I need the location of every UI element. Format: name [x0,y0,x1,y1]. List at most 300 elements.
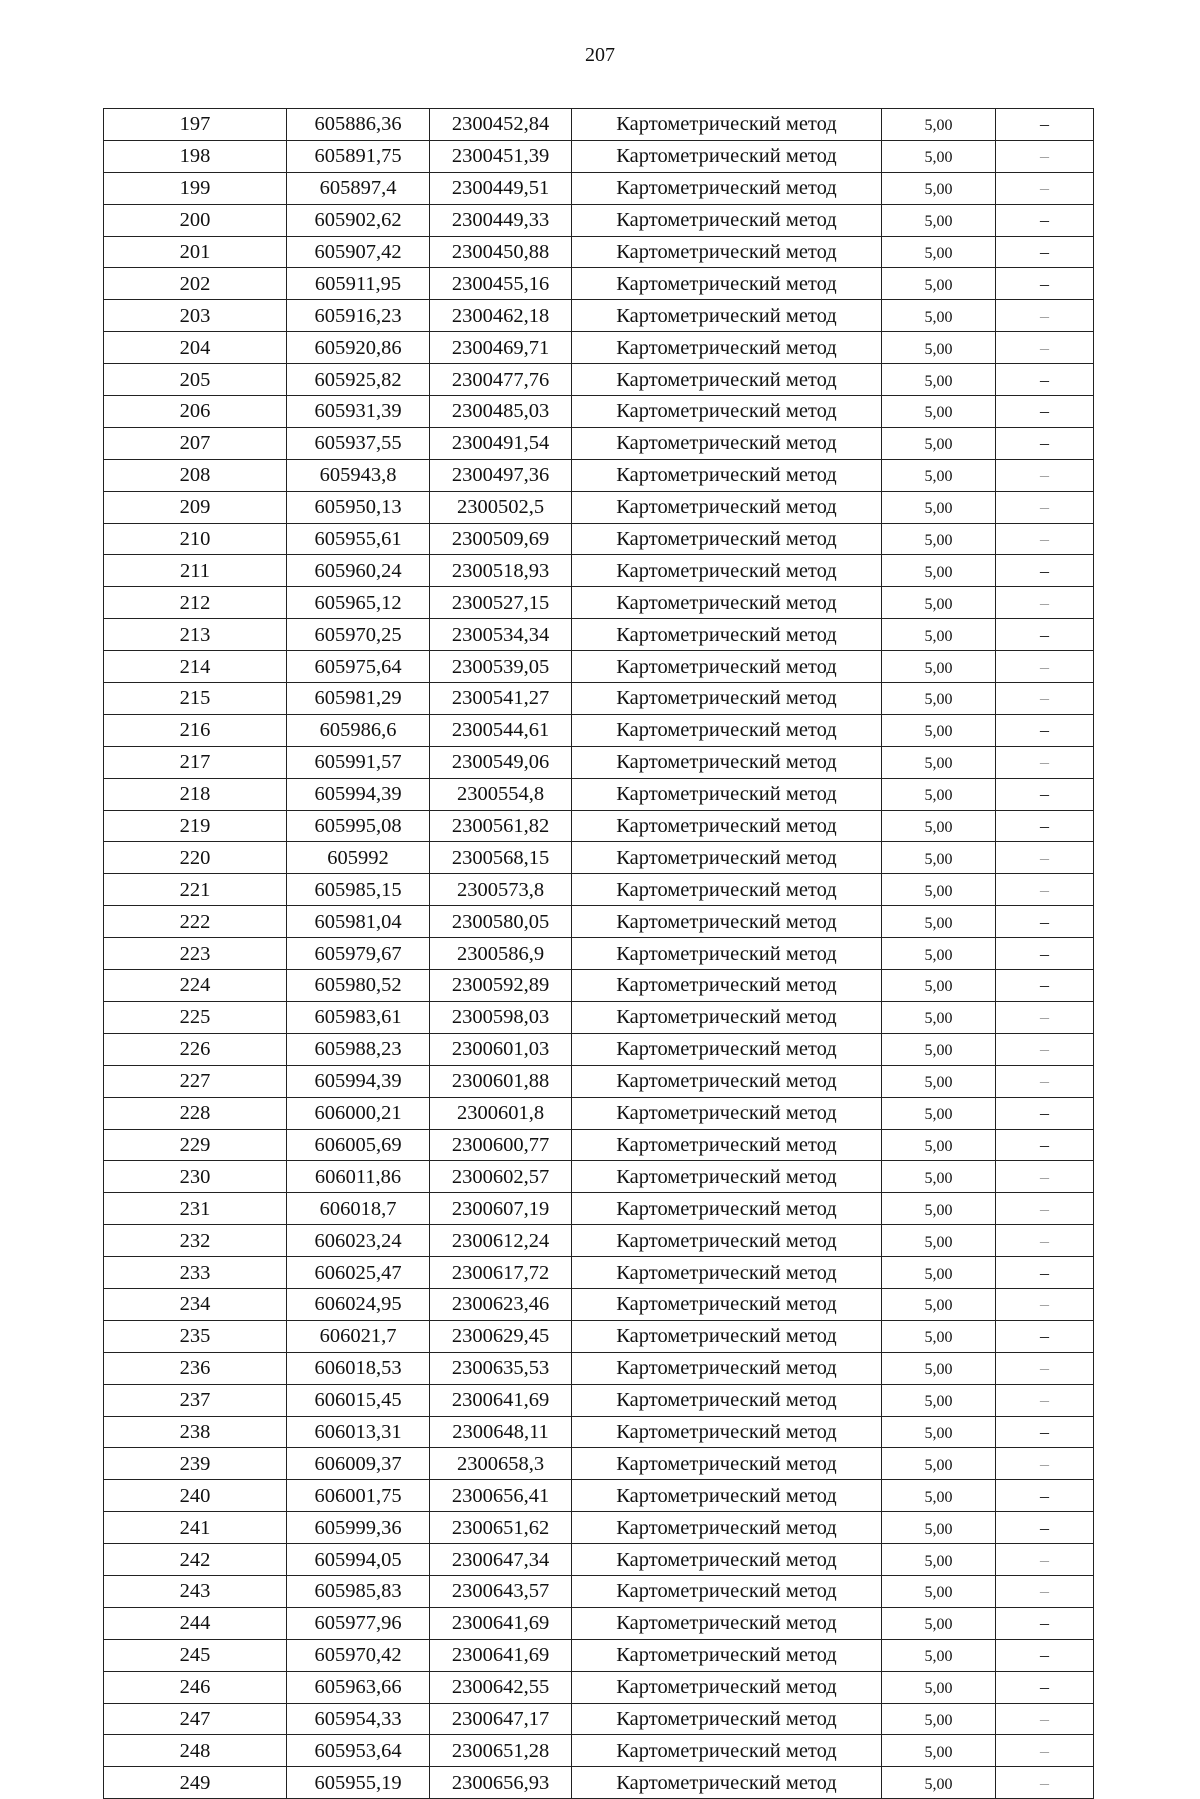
x-coordinate-cell: 605992 [287,842,430,874]
y-coordinate-cell: 2300641,69 [430,1384,572,1416]
x-coordinate-cell: 605937,55 [287,427,430,459]
note-cell: – [996,1288,1094,1320]
method-cell: Картометрический метод [572,1735,882,1767]
accuracy-cell: 5,00 [882,1129,996,1161]
point-number-cell: 242 [104,1544,287,1576]
note-cell: – [996,778,1094,810]
point-number-cell: 213 [104,619,287,651]
accuracy-cell: 5,00 [882,619,996,651]
x-coordinate-cell: 605994,05 [287,1544,430,1576]
x-coordinate-cell: 605920,86 [287,332,430,364]
x-coordinate-cell: 605907,42 [287,236,430,268]
x-coordinate-cell: 605891,75 [287,140,430,172]
x-coordinate-cell: 605981,04 [287,906,430,938]
method-cell: Картометрический метод [572,1257,882,1289]
method-cell: Картометрический метод [572,906,882,938]
note-cell: – [996,491,1094,523]
accuracy-cell: 5,00 [882,1544,996,1576]
coordinates-table-body [104,109,1094,1799]
table-row [104,842,1094,874]
method-cell: Картометрический метод [572,364,882,396]
y-coordinate-cell: 2300534,34 [430,619,572,651]
y-coordinate-cell: 2300629,45 [430,1320,572,1352]
note-cell: – [996,1033,1094,1065]
x-coordinate-cell: 606023,24 [287,1225,430,1257]
method-cell: Картометрический метод [572,938,882,970]
x-coordinate-cell: 605999,36 [287,1512,430,1544]
y-coordinate-cell: 2300641,69 [430,1639,572,1671]
accuracy-cell: 5,00 [882,172,996,204]
point-number-cell: 214 [104,651,287,683]
x-coordinate-cell: 605943,8 [287,459,430,491]
accuracy-cell: 5,00 [882,938,996,970]
method-cell: Картометрический метод [572,810,882,842]
note-cell: – [996,651,1094,683]
x-coordinate-cell: 605986,6 [287,714,430,746]
y-coordinate-cell: 2300544,61 [430,714,572,746]
note-cell: – [996,1257,1094,1289]
accuracy-cell: 5,00 [882,714,996,746]
x-coordinate-cell: 605970,42 [287,1639,430,1671]
table-row [104,204,1094,236]
accuracy-cell: 5,00 [882,810,996,842]
x-coordinate-cell: 606013,31 [287,1416,430,1448]
method-cell: Картометрический метод [572,396,882,428]
table-row [104,459,1094,491]
point-number-cell: 205 [104,364,287,396]
note-cell: – [996,300,1094,332]
accuracy-cell: 5,00 [882,651,996,683]
y-coordinate-cell: 2300641,69 [430,1607,572,1639]
y-coordinate-cell: 2300450,88 [430,236,572,268]
table-row [104,364,1094,396]
y-coordinate-cell: 2300617,72 [430,1257,572,1289]
y-coordinate-cell: 2300635,53 [430,1352,572,1384]
method-cell: Картометрический метод [572,300,882,332]
y-coordinate-cell: 2300518,93 [430,555,572,587]
note-cell: – [996,1639,1094,1671]
method-cell: Картометрический метод [572,1607,882,1639]
point-number-cell: 233 [104,1257,287,1289]
point-number-cell: 224 [104,970,287,1002]
table-row [104,140,1094,172]
point-number-cell: 247 [104,1703,287,1735]
method-cell: Картометрический метод [572,651,882,683]
y-coordinate-cell: 2300509,69 [430,523,572,555]
accuracy-cell: 5,00 [882,587,996,619]
x-coordinate-cell: 605975,64 [287,651,430,683]
table-row [104,1001,1094,1033]
point-number-cell: 217 [104,746,287,778]
note-cell: – [996,172,1094,204]
accuracy-cell: 5,00 [882,1703,996,1735]
method-cell: Картометрический метод [572,491,882,523]
y-coordinate-cell: 2300491,54 [430,427,572,459]
note-cell: – [996,970,1094,1002]
table-row [104,714,1094,746]
point-number-cell: 240 [104,1480,287,1512]
table-row [104,300,1094,332]
accuracy-cell: 5,00 [882,1320,996,1352]
point-number-cell: 215 [104,683,287,715]
x-coordinate-cell: 606000,21 [287,1097,430,1129]
method-cell: Картометрический метод [572,1575,882,1607]
note-cell: – [996,1575,1094,1607]
table-row [104,810,1094,842]
point-number-cell: 210 [104,523,287,555]
method-cell: Картометрический метод [572,1480,882,1512]
method-cell: Картометрический метод [572,459,882,491]
note-cell: – [996,1448,1094,1480]
table-row [104,1575,1094,1607]
x-coordinate-cell: 605979,67 [287,938,430,970]
x-coordinate-cell: 606021,7 [287,1320,430,1352]
accuracy-cell: 5,00 [882,1384,996,1416]
table-row [104,1416,1094,1448]
method-cell: Картометрический метод [572,619,882,651]
table-row [104,109,1094,141]
point-number-cell: 227 [104,1065,287,1097]
accuracy-cell: 5,00 [882,1575,996,1607]
note-cell: – [996,938,1094,970]
coordinates-table [103,108,1094,1799]
point-number-cell: 220 [104,842,287,874]
note-cell: – [996,1703,1094,1735]
table-row [104,396,1094,428]
table-row [104,172,1094,204]
x-coordinate-cell: 606018,7 [287,1193,430,1225]
point-number-cell: 238 [104,1416,287,1448]
note-cell: – [996,587,1094,619]
table-row [104,938,1094,970]
x-coordinate-cell: 605977,96 [287,1607,430,1639]
x-coordinate-cell: 605916,23 [287,300,430,332]
note-cell: – [996,874,1094,906]
table-row [104,491,1094,523]
table-row [104,874,1094,906]
point-number-cell: 244 [104,1607,287,1639]
method-cell: Картометрический метод [572,332,882,364]
point-number-cell: 229 [104,1129,287,1161]
note-cell: – [996,236,1094,268]
table-row [104,1512,1094,1544]
point-number-cell: 239 [104,1448,287,1480]
y-coordinate-cell: 2300527,15 [430,587,572,619]
method-cell: Картометрический метод [572,1416,882,1448]
note-cell: – [996,1193,1094,1225]
note-cell: – [996,109,1094,141]
x-coordinate-cell: 605981,29 [287,683,430,715]
method-cell: Картометрический метод [572,1320,882,1352]
table-row [104,1288,1094,1320]
point-number-cell: 201 [104,236,287,268]
note-cell: – [996,427,1094,459]
point-number-cell: 241 [104,1512,287,1544]
method-cell: Картометрический метод [572,1767,882,1799]
y-coordinate-cell: 2300601,03 [430,1033,572,1065]
y-coordinate-cell: 2300602,57 [430,1161,572,1193]
accuracy-cell: 5,00 [882,778,996,810]
table-row [104,651,1094,683]
accuracy-cell: 5,00 [882,1480,996,1512]
accuracy-cell: 5,00 [882,1512,996,1544]
table-row [104,1065,1094,1097]
method-cell: Картометрический метод [572,1097,882,1129]
y-coordinate-cell: 2300539,05 [430,651,572,683]
accuracy-cell: 5,00 [882,874,996,906]
method-cell: Картометрический метод [572,1065,882,1097]
note-cell: – [996,906,1094,938]
table-row [104,1544,1094,1576]
table-row [104,1161,1094,1193]
y-coordinate-cell: 2300449,33 [430,204,572,236]
method-cell: Картометрический метод [572,1671,882,1703]
point-number-cell: 236 [104,1352,287,1384]
method-cell: Картометрический метод [572,1512,882,1544]
x-coordinate-cell: 605994,39 [287,1065,430,1097]
y-coordinate-cell: 2300642,55 [430,1671,572,1703]
note-cell: – [996,1671,1094,1703]
method-cell: Картометрический метод [572,523,882,555]
method-cell: Картометрический метод [572,746,882,778]
point-number-cell: 219 [104,810,287,842]
accuracy-cell: 5,00 [882,1001,996,1033]
method-cell: Картометрический метод [572,1288,882,1320]
x-coordinate-cell: 605963,66 [287,1671,430,1703]
point-number-cell: 199 [104,172,287,204]
accuracy-cell: 5,00 [882,1033,996,1065]
table-row [104,1639,1094,1671]
x-coordinate-cell: 605985,83 [287,1575,430,1607]
y-coordinate-cell: 2300541,27 [430,683,572,715]
method-cell: Картометрический метод [572,842,882,874]
table-row [104,683,1094,715]
table-row [104,778,1094,810]
accuracy-cell: 5,00 [882,906,996,938]
accuracy-cell: 5,00 [882,140,996,172]
point-number-cell: 218 [104,778,287,810]
method-cell: Картометрический метод [572,683,882,715]
method-cell: Картометрический метод [572,1448,882,1480]
note-cell: – [996,1512,1094,1544]
point-number-cell: 200 [104,204,287,236]
note-cell: – [996,1607,1094,1639]
table-row [104,970,1094,1002]
x-coordinate-cell: 606009,37 [287,1448,430,1480]
table-row [104,1097,1094,1129]
point-number-cell: 208 [104,459,287,491]
accuracy-cell: 5,00 [882,204,996,236]
table-row [104,1703,1094,1735]
point-number-cell: 231 [104,1193,287,1225]
point-number-cell: 245 [104,1639,287,1671]
method-cell: Картометрический метод [572,970,882,1002]
point-number-cell: 212 [104,587,287,619]
method-cell: Картометрический метод [572,1639,882,1671]
point-number-cell: 243 [104,1575,287,1607]
note-cell: – [996,555,1094,587]
method-cell: Картометрический метод [572,427,882,459]
accuracy-cell: 5,00 [882,109,996,141]
x-coordinate-cell: 606011,86 [287,1161,430,1193]
y-coordinate-cell: 2300451,39 [430,140,572,172]
x-coordinate-cell: 605955,61 [287,523,430,555]
y-coordinate-cell: 2300651,28 [430,1735,572,1767]
table-row [104,1767,1094,1799]
point-number-cell: 202 [104,268,287,300]
accuracy-cell: 5,00 [882,1767,996,1799]
x-coordinate-cell: 605931,39 [287,396,430,428]
note-cell: – [996,746,1094,778]
method-cell: Картометрический метод [572,1161,882,1193]
y-coordinate-cell: 2300462,18 [430,300,572,332]
point-number-cell: 232 [104,1225,287,1257]
y-coordinate-cell: 2300580,05 [430,906,572,938]
table-row [104,1193,1094,1225]
method-cell: Картометрический метод [572,1352,882,1384]
accuracy-cell: 5,00 [882,1416,996,1448]
note-cell: – [996,140,1094,172]
accuracy-cell: 5,00 [882,683,996,715]
note-cell: – [996,1416,1094,1448]
accuracy-cell: 5,00 [882,555,996,587]
note-cell: – [996,1352,1094,1384]
point-number-cell: 209 [104,491,287,523]
x-coordinate-cell: 605955,19 [287,1767,430,1799]
method-cell: Картометрический метод [572,1544,882,1576]
note-cell: – [996,204,1094,236]
note-cell: – [996,364,1094,396]
point-number-cell: 248 [104,1735,287,1767]
x-coordinate-cell: 605925,82 [287,364,430,396]
accuracy-cell: 5,00 [882,1225,996,1257]
note-cell: – [996,1480,1094,1512]
method-cell: Картометрический метод [572,268,882,300]
y-coordinate-cell: 2300607,19 [430,1193,572,1225]
point-number-cell: 203 [104,300,287,332]
table-row [104,268,1094,300]
x-coordinate-cell: 605886,36 [287,109,430,141]
point-number-cell: 237 [104,1384,287,1416]
accuracy-cell: 5,00 [882,268,996,300]
x-coordinate-cell: 605983,61 [287,1001,430,1033]
y-coordinate-cell: 2300656,41 [430,1480,572,1512]
x-coordinate-cell: 605950,13 [287,491,430,523]
note-cell: – [996,1065,1094,1097]
y-coordinate-cell: 2300647,34 [430,1544,572,1576]
accuracy-cell: 5,00 [882,1735,996,1767]
accuracy-cell: 5,00 [882,1607,996,1639]
note-cell: – [996,1225,1094,1257]
table-row [104,1225,1094,1257]
table-row [104,236,1094,268]
table-row [104,1129,1094,1161]
point-number-cell: 204 [104,332,287,364]
x-coordinate-cell: 605995,08 [287,810,430,842]
table-row [104,1384,1094,1416]
page-number: 207 [585,44,615,66]
y-coordinate-cell: 2300647,17 [430,1703,572,1735]
x-coordinate-cell: 605902,62 [287,204,430,236]
y-coordinate-cell: 2300586,9 [430,938,572,970]
table-row [104,1607,1094,1639]
note-cell: – [996,683,1094,715]
method-cell: Картометрический метод [572,587,882,619]
note-cell: – [996,842,1094,874]
table-row [104,555,1094,587]
y-coordinate-cell: 2300648,11 [430,1416,572,1448]
y-coordinate-cell: 2300598,03 [430,1001,572,1033]
method-cell: Картометрический метод [572,1129,882,1161]
accuracy-cell: 5,00 [882,970,996,1002]
note-cell: – [996,1735,1094,1767]
x-coordinate-cell: 605953,64 [287,1735,430,1767]
accuracy-cell: 5,00 [882,1639,996,1671]
accuracy-cell: 5,00 [882,1288,996,1320]
y-coordinate-cell: 2300477,76 [430,364,572,396]
note-cell: – [996,1161,1094,1193]
x-coordinate-cell: 605980,52 [287,970,430,1002]
method-cell: Картометрический метод [572,1001,882,1033]
y-coordinate-cell: 2300449,51 [430,172,572,204]
point-number-cell: 197 [104,109,287,141]
accuracy-cell: 5,00 [882,1352,996,1384]
x-coordinate-cell: 606024,95 [287,1288,430,1320]
method-cell: Картометрический метод [572,714,882,746]
point-number-cell: 198 [104,140,287,172]
accuracy-cell: 5,00 [882,1671,996,1703]
point-number-cell: 225 [104,1001,287,1033]
x-coordinate-cell: 605970,25 [287,619,430,651]
method-cell: Картометрический метод [572,204,882,236]
table-row [104,1735,1094,1767]
y-coordinate-cell: 2300568,15 [430,842,572,874]
method-cell: Картометрический метод [572,172,882,204]
method-cell: Картометрический метод [572,236,882,268]
accuracy-cell: 5,00 [882,396,996,428]
x-coordinate-cell: 606001,75 [287,1480,430,1512]
point-number-cell: 249 [104,1767,287,1799]
point-number-cell: 226 [104,1033,287,1065]
accuracy-cell: 5,00 [882,491,996,523]
note-cell: – [996,523,1094,555]
note-cell: – [996,396,1094,428]
y-coordinate-cell: 2300554,8 [430,778,572,810]
table-row [104,427,1094,459]
point-number-cell: 211 [104,555,287,587]
table-row [104,746,1094,778]
accuracy-cell: 5,00 [882,236,996,268]
accuracy-cell: 5,00 [882,1257,996,1289]
note-cell: – [996,714,1094,746]
x-coordinate-cell: 605897,4 [287,172,430,204]
note-cell: – [996,1384,1094,1416]
method-cell: Картометрический метод [572,1225,882,1257]
y-coordinate-cell: 2300573,8 [430,874,572,906]
table-row [104,619,1094,651]
table-row [104,523,1094,555]
accuracy-cell: 5,00 [882,523,996,555]
point-number-cell: 223 [104,938,287,970]
method-cell: Картометрический метод [572,109,882,141]
note-cell: – [996,1097,1094,1129]
x-coordinate-cell: 605954,33 [287,1703,430,1735]
table-row [104,332,1094,364]
y-coordinate-cell: 2300601,88 [430,1065,572,1097]
x-coordinate-cell: 606015,45 [287,1384,430,1416]
accuracy-cell: 5,00 [882,459,996,491]
x-coordinate-cell: 606005,69 [287,1129,430,1161]
